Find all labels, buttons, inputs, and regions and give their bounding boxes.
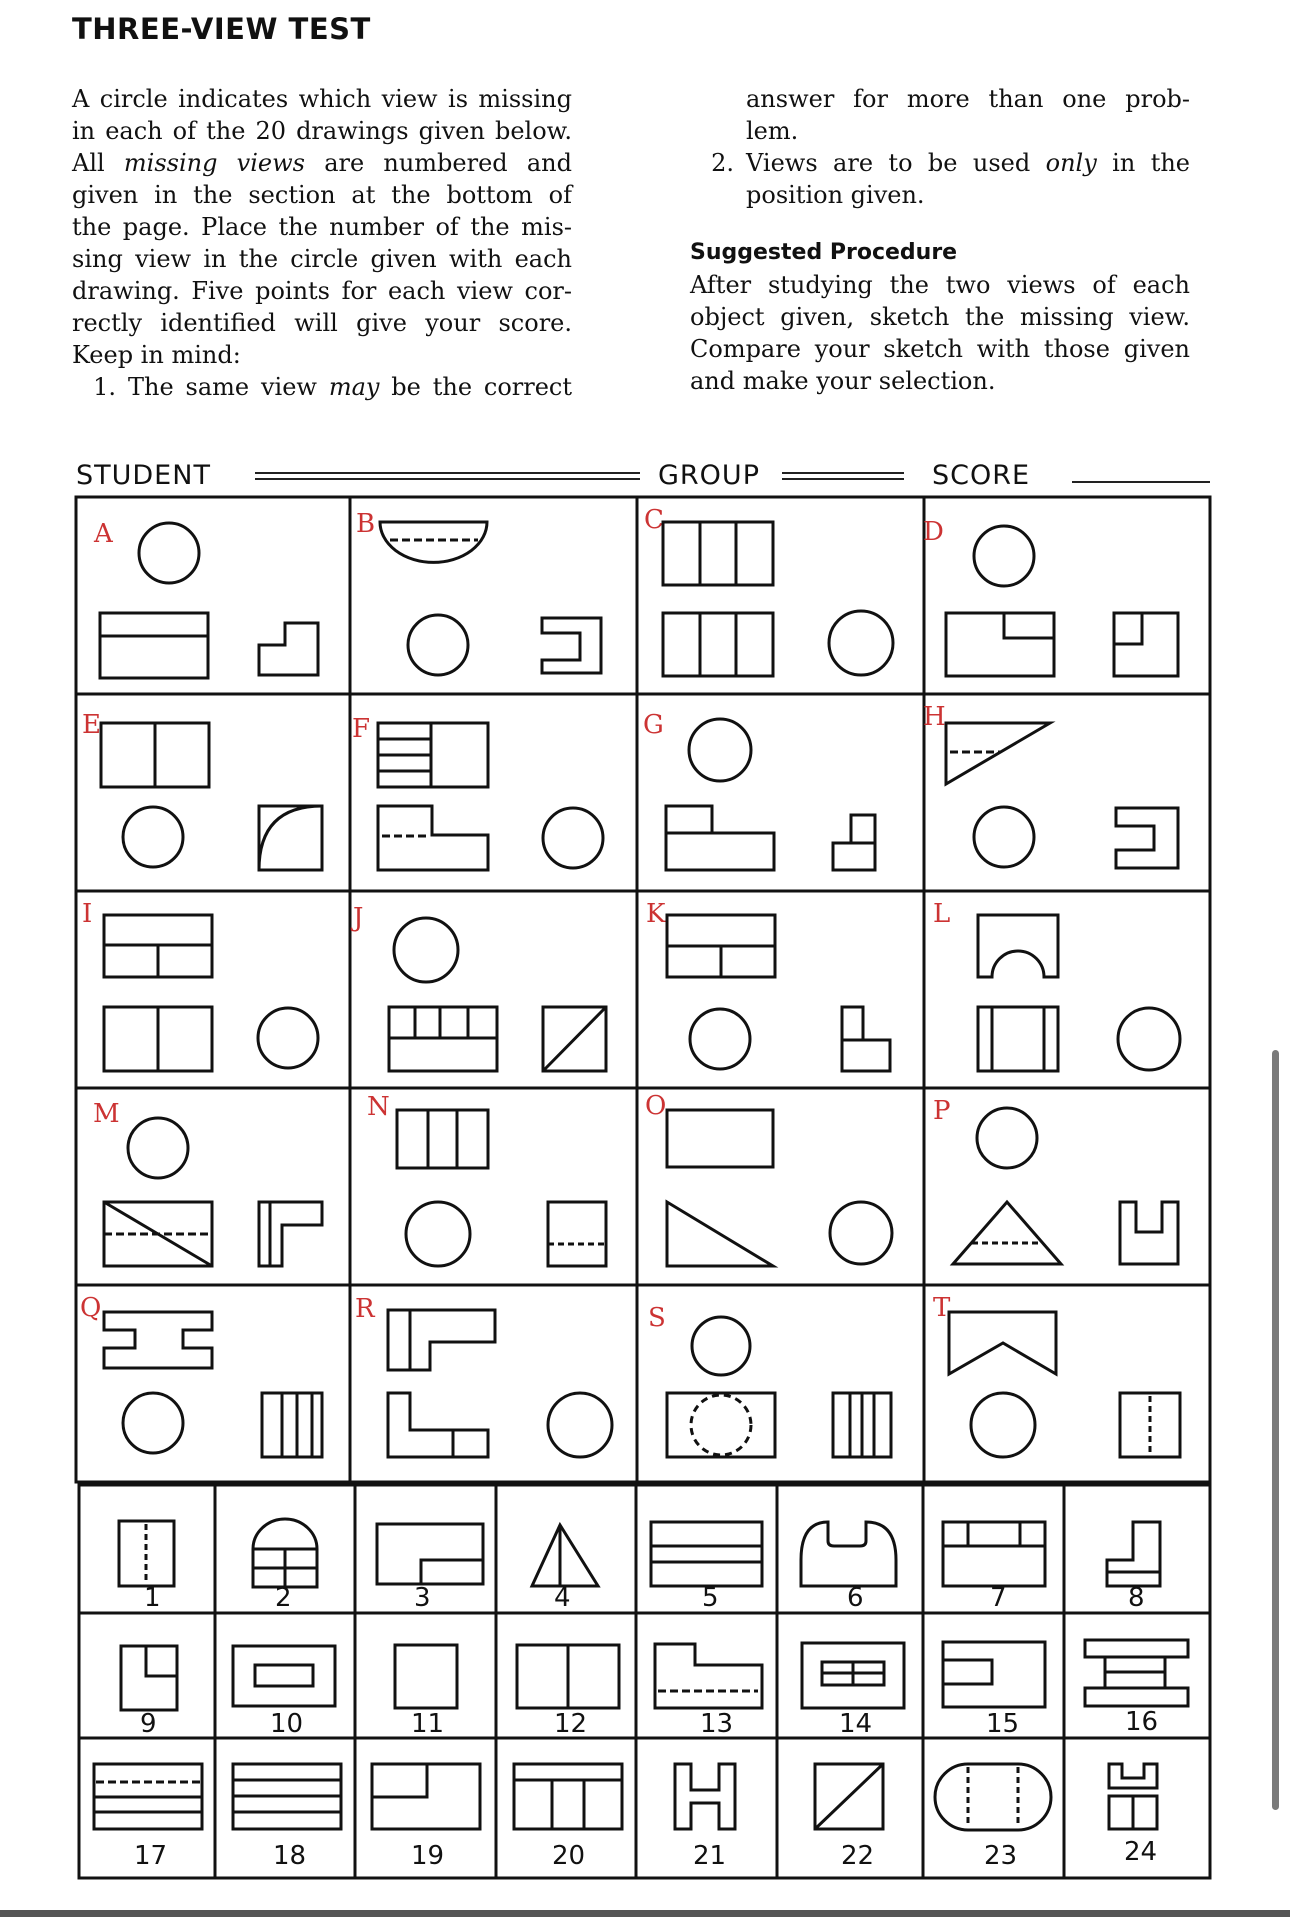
rule-text: The same view may be the correct — [128, 373, 572, 401]
view-10 — [233, 1646, 335, 1706]
answer-number: 23 — [984, 1841, 1018, 1871]
instruction-line: drawing. Five points for each view cor- — [72, 277, 572, 305]
letter-E: E — [82, 710, 101, 740]
answer-circle-T[interactable] — [971, 1393, 1035, 1457]
answer-circle-A[interactable] — [139, 523, 199, 583]
student-label: STUDENT — [76, 460, 211, 491]
group-label: GROUP — [658, 460, 760, 491]
problem-D — [946, 526, 1178, 676]
view-18 — [233, 1764, 341, 1829]
letter-L: L — [933, 899, 951, 929]
problem-P — [953, 1108, 1178, 1264]
view-12 — [517, 1645, 619, 1708]
answer-circle-P[interactable] — [977, 1108, 1037, 1168]
letter-A: A — [94, 519, 113, 549]
answer-number: 12 — [554, 1709, 588, 1739]
rule-text: lem. — [746, 117, 799, 145]
rule-text: answer for more than one prob- — [746, 85, 1190, 113]
letter-M: M — [93, 1099, 120, 1129]
answer-number: 22 — [841, 1841, 875, 1871]
answer-number: 11 — [411, 1709, 445, 1739]
view-1 — [119, 1521, 174, 1586]
problem-G — [666, 719, 875, 870]
problem-A — [100, 523, 318, 678]
view-22 — [815, 1764, 883, 1829]
answer-number: 14 — [839, 1709, 873, 1739]
answer-number: 10 — [270, 1709, 304, 1739]
answer-number: 15 — [986, 1709, 1020, 1739]
procedure-line: After studying the two views of each — [690, 271, 1190, 299]
procedure-line: Compare your sketch with those given — [690, 335, 1190, 363]
letter-T: T — [933, 1293, 951, 1323]
view-13 — [655, 1644, 762, 1708]
letter-O: O — [645, 1091, 667, 1121]
letter-J: J — [353, 903, 364, 933]
procedure-line: object given, sketch the missing view. — [690, 303, 1190, 331]
view-23 — [935, 1764, 1051, 1830]
problem-S — [667, 1317, 891, 1457]
problem-K — [667, 915, 890, 1071]
view-3 — [377, 1524, 483, 1584]
view-2 — [253, 1519, 317, 1587]
vertical-scrollbar[interactable] — [1272, 1050, 1279, 1810]
problem-I — [104, 915, 318, 1071]
answer-number: 9 — [140, 1709, 157, 1739]
view-6 — [801, 1522, 896, 1586]
letter-G: G — [643, 710, 664, 740]
answer-circle-D[interactable] — [974, 526, 1034, 586]
problem-E — [101, 723, 322, 870]
answer-circle-B[interactable] — [408, 615, 468, 675]
answer-circle-G[interactable] — [689, 719, 751, 781]
answer-number: 8 — [1128, 1583, 1145, 1613]
view-8 — [1107, 1522, 1160, 1586]
instruction-line: the page. Place the number of the mis- — [72, 213, 572, 241]
letter-R: R — [355, 1294, 375, 1324]
answer-grid — [79, 1485, 1210, 1878]
problem-B — [380, 522, 601, 675]
view-4 — [532, 1525, 598, 1586]
answer-number: 4 — [554, 1583, 571, 1613]
answer-circle-Q[interactable] — [123, 1393, 183, 1453]
answer-number: 5 — [702, 1583, 719, 1613]
answer-circle-M[interactable] — [128, 1118, 188, 1178]
answer-circle-R[interactable] — [548, 1393, 612, 1457]
view-15 — [943, 1642, 1045, 1707]
answer-number: 3 — [414, 1583, 431, 1613]
rule-text: position given. — [746, 181, 925, 209]
problem-J — [389, 918, 606, 1071]
problem-grid — [76, 497, 1210, 1482]
view-11 — [395, 1645, 457, 1708]
procedure-title: Suggested Procedure — [690, 240, 958, 265]
instruction-line: in each of the 20 drawings given below. — [72, 117, 572, 145]
page-title: THREE-VIEW TEST — [72, 12, 371, 46]
rule-text: Views are to be used only in the — [746, 149, 1190, 177]
problem-Q — [104, 1312, 322, 1457]
view-9 — [121, 1646, 177, 1710]
answer-circle-I[interactable] — [258, 1008, 318, 1068]
answer-number: 6 — [847, 1583, 864, 1613]
instruction-line: A circle indicates which view is missing — [72, 85, 572, 113]
letter-I: I — [82, 899, 93, 929]
answer-number: 21 — [693, 1841, 727, 1871]
view-19 — [372, 1764, 480, 1829]
rule-number: 2. — [711, 149, 734, 177]
problem-H — [946, 723, 1178, 868]
problem-T — [949, 1312, 1180, 1457]
view-14 — [802, 1643, 904, 1708]
problem-O — [667, 1110, 892, 1266]
instruction-line: given in the section at the bottom of — [72, 181, 572, 209]
letter-C: C — [644, 505, 664, 535]
answer-circle-O[interactable] — [830, 1202, 892, 1264]
answer-circle-S[interactable] — [692, 1317, 750, 1375]
instruction-line: Keep in mind: — [72, 341, 241, 369]
answer-circle-J[interactable] — [394, 918, 458, 982]
answer-number: 2 — [275, 1583, 292, 1613]
answer-number: 20 — [552, 1841, 586, 1871]
letter-S: S — [648, 1303, 666, 1333]
letter-Q: Q — [80, 1293, 102, 1323]
answer-number: 17 — [134, 1841, 168, 1871]
answer-number: 18 — [273, 1841, 307, 1871]
instruction-line: sing view in the circle given with each — [72, 245, 572, 273]
view-5 — [651, 1522, 762, 1586]
answer-circle-E[interactable] — [123, 807, 183, 867]
view-16 — [1085, 1640, 1188, 1706]
answer-number: 7 — [990, 1583, 1007, 1613]
view-24 — [1109, 1764, 1157, 1829]
answer-circle-N[interactable] — [406, 1202, 470, 1266]
instruction-line: All missing views are numbered and — [72, 149, 573, 177]
letter-F: F — [352, 714, 371, 744]
instruction-line: rectly identified will give your score. — [72, 309, 572, 337]
rule-number: 1. — [93, 373, 116, 401]
answer-number: 19 — [411, 1841, 445, 1871]
problem-M — [104, 1118, 322, 1266]
letter-P: P — [933, 1096, 951, 1126]
problem-R — [388, 1310, 612, 1457]
view-7 — [943, 1522, 1045, 1586]
letter-D: D — [923, 517, 944, 547]
letter-H: H — [923, 702, 946, 732]
problem-N — [397, 1110, 606, 1266]
answer-circle-H[interactable] — [974, 807, 1034, 867]
problem-F — [378, 723, 603, 870]
letter-N: N — [367, 1092, 390, 1122]
score-label: SCORE — [932, 460, 1031, 491]
view-17 — [94, 1764, 202, 1829]
view-21 — [675, 1764, 735, 1829]
view-20 — [514, 1764, 622, 1829]
answer-circle-K[interactable] — [690, 1009, 750, 1069]
bottom-edge-bar — [0, 1910, 1290, 1917]
answer-number: 1 — [144, 1583, 161, 1613]
problem-C — [663, 522, 893, 676]
problem-L — [978, 915, 1180, 1071]
answer-number: 24 — [1124, 1837, 1158, 1867]
answer-number: 13 — [700, 1709, 734, 1739]
procedure-line: and make your selection. — [690, 367, 996, 395]
letter-K: K — [646, 899, 666, 929]
answer-circle-F[interactable] — [543, 808, 603, 868]
answer-circle-L[interactable] — [1118, 1008, 1180, 1070]
answer-circle-C[interactable] — [829, 611, 893, 675]
answer-number: 16 — [1125, 1707, 1159, 1737]
letter-B: B — [356, 509, 376, 539]
